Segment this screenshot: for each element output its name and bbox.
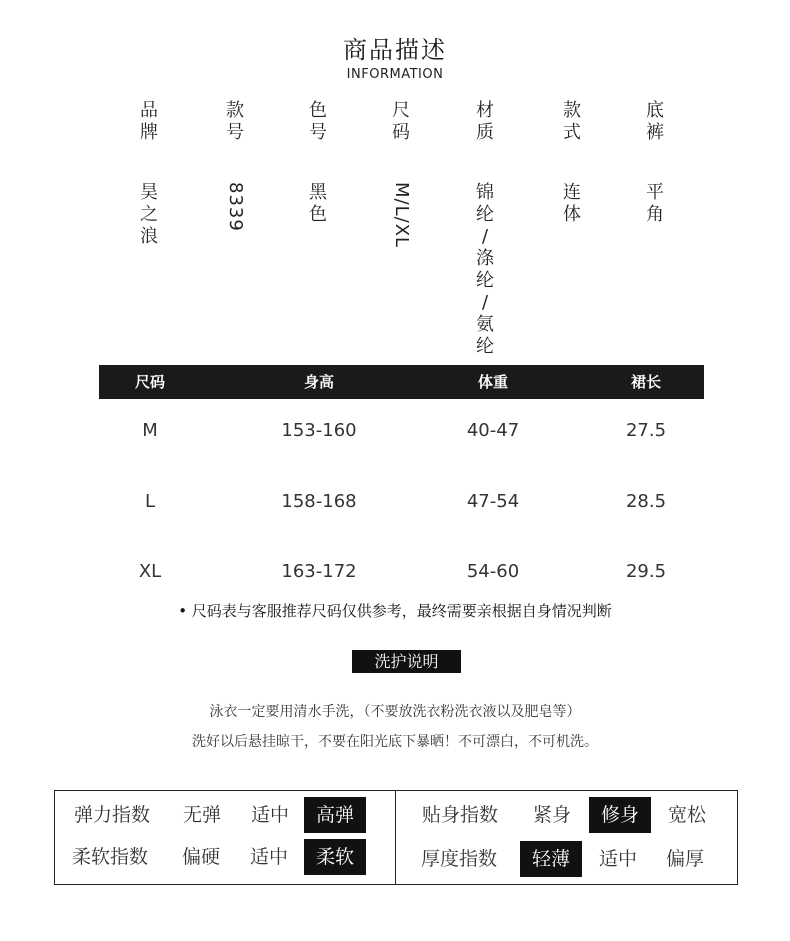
care-line-1: 泳衣一定要用清水手洗，（不要放洗衣粉洗衣液以及肥皂等）: [209, 704, 581, 720]
elasticity-label: 弹力指数: [74, 804, 151, 826]
fit-option-loose: 宽松: [668, 804, 707, 826]
page-subtitle: INFORMATION: [346, 67, 444, 82]
product-info-value-char: 锦: [476, 182, 494, 203]
product-info-value-char: 连: [563, 182, 581, 203]
product-info-label: [388, 100, 414, 144]
size-cell: L: [144, 491, 156, 512]
product-info-label: [559, 100, 585, 144]
length-cell: 28.5: [625, 491, 667, 512]
weight-cell: 40-47: [466, 420, 520, 441]
fit-option-slim: 修身: [589, 797, 651, 833]
product-info-label: [222, 100, 248, 144]
weight-cell: 54-60: [466, 561, 520, 582]
product-info-value: [305, 182, 331, 226]
elasticity-option-high: 高弹: [304, 797, 366, 833]
table-row: [99, 557, 704, 587]
product-info-label-char: 牌: [140, 122, 158, 143]
product-info-value: [136, 182, 162, 248]
product-info-value-char: 纶: [476, 204, 494, 225]
product-info-label-char: 裤: [646, 122, 664, 143]
thickness-option-medium: 适中: [599, 848, 638, 870]
size-header-weight: 体重: [477, 373, 509, 391]
product-info-label: [305, 100, 331, 144]
product-info-value: M/L/XL: [391, 182, 412, 249]
product-info-value-char: 纶: [476, 336, 494, 357]
height-cell: 158-168: [281, 491, 357, 512]
softness-option-medium: 适中: [250, 846, 289, 868]
length-cell: 29.5: [625, 561, 667, 582]
product-info-label-char: 式: [563, 122, 581, 143]
fit-option-tight: 紧身: [533, 804, 572, 826]
table-row: [99, 487, 704, 517]
product-info-label-char: 号: [226, 122, 244, 143]
product-info-value-char: 角: [646, 204, 664, 225]
product-info-value: [472, 182, 498, 358]
product-info-value-char: 浪: [140, 226, 158, 247]
product-info-label-char: 色: [309, 100, 327, 121]
product-info-value-char: 昊: [140, 182, 158, 203]
product-info-value-char: 纶: [476, 270, 494, 291]
softness-option-soft: 柔软: [304, 839, 366, 875]
product-info-value-char: /: [481, 292, 489, 313]
product-info-label: [642, 100, 668, 144]
size-header-length: 裙长: [630, 373, 662, 391]
product-info-label-char: 质: [476, 122, 494, 143]
size-cell: XL: [138, 561, 162, 582]
thickness-option-thick: 偏厚: [666, 848, 705, 870]
product-info-label-char: 品: [140, 100, 158, 121]
product-info-label-char: 材: [476, 100, 494, 121]
product-info-label-char: 款: [563, 100, 581, 121]
care-title: 洗护说明: [352, 650, 461, 673]
weight-cell: 47-54: [466, 491, 520, 512]
product-info-value-char: 平: [646, 182, 664, 203]
size-note: • 尺码表与客服推荐尺码仅供参考，最终需要亲根据自身情况判断: [178, 602, 612, 620]
elasticity-option-none: 无弹: [183, 804, 222, 826]
care-line-2: 洗好以后悬挂晾干，不要在阳光底下暴晒！不可漂白，不可机洗。: [192, 734, 598, 750]
product-info-value-char: 涤: [476, 248, 494, 269]
product-info-value-char: 氨: [476, 314, 494, 335]
softness-option-hard: 偏硬: [182, 846, 221, 868]
product-info-label-char: 尺: [392, 100, 410, 121]
product-info-label-char: 码: [392, 122, 410, 143]
height-cell: 163-172: [281, 561, 357, 582]
product-info-value-char: 之: [140, 204, 158, 225]
height-cell: 153-160: [281, 420, 357, 441]
product-info-label-char: 底: [646, 100, 664, 121]
product-info-value-char: /: [481, 226, 489, 247]
length-cell: 27.5: [625, 420, 667, 441]
size-cell: M: [142, 420, 158, 441]
product-info-label: [472, 100, 498, 144]
size-table-header: [99, 365, 704, 399]
product-info-value: 8339: [225, 182, 246, 232]
product-info-value-char: 体: [563, 204, 581, 225]
product-info-value-char: 色: [309, 204, 327, 225]
product-info-value: [642, 182, 668, 226]
product-info-label-char: 款: [226, 100, 244, 121]
fit-label: 贴身指数: [422, 804, 499, 826]
thickness-option-thin: 轻薄: [520, 841, 582, 877]
index-divider: [395, 790, 396, 885]
product-info-label-char: 号: [309, 122, 327, 143]
product-info-label: [136, 100, 162, 144]
softness-label: 柔软指数: [72, 846, 149, 868]
size-header-height: 身高: [303, 373, 335, 391]
product-info-value-char: 黑: [309, 182, 327, 203]
product-info-value: [559, 182, 585, 226]
thickness-label: 厚度指数: [421, 848, 498, 870]
table-row: [99, 416, 704, 446]
size-header-size: 尺码: [134, 373, 166, 391]
elasticity-option-medium: 适中: [251, 804, 290, 826]
page-title: 商品描述: [343, 36, 447, 64]
